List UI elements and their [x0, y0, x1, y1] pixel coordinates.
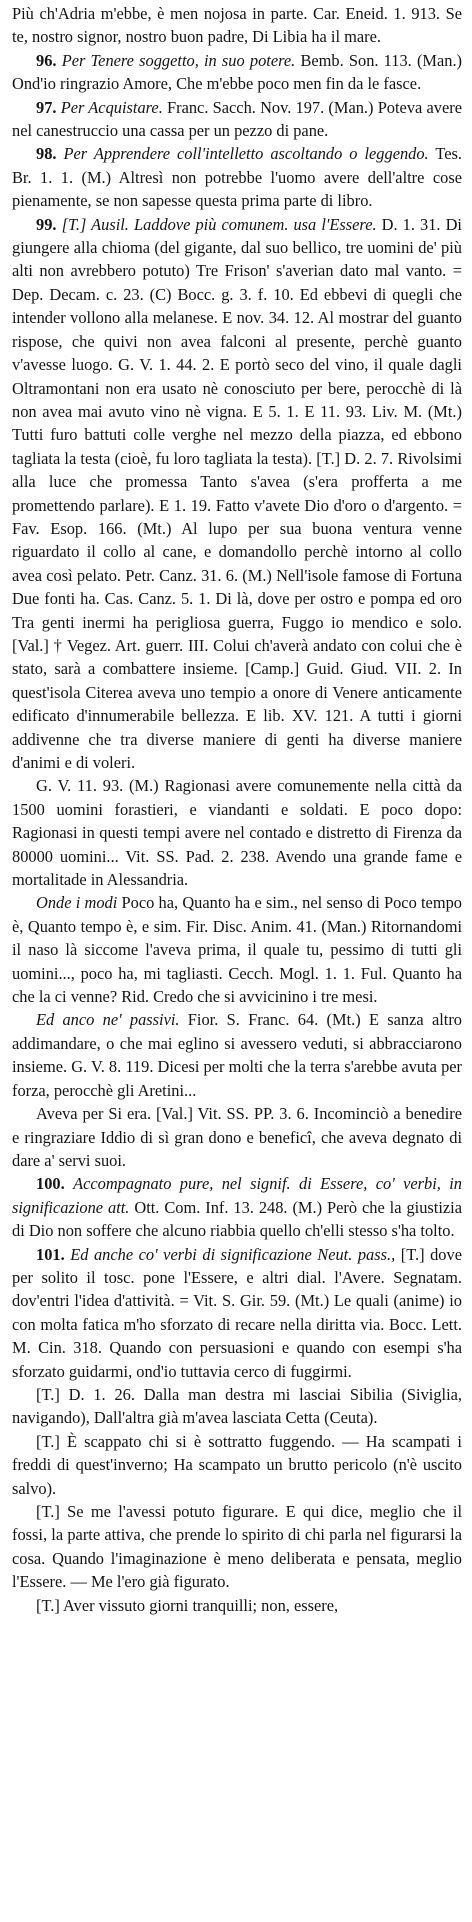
entry-number: 96. [36, 50, 57, 70]
entry-paragraph-97 [12, 96, 462, 143]
entry-paragraph-96 [12, 49, 462, 96]
entry-paragraph-sibilia [12, 1383, 462, 1430]
entry-definition: Onde i modi [36, 893, 118, 913]
entry-text: Aveva per Si era. [Val.] Vit. SS. PP. 3. 6. Incominciò a benedire e ringraziare Iddio di sì gran dono e beneficî, che aveva degnato di dare a' servi suoi. [12, 1104, 462, 1170]
entry-text: [T.] Aver vissuto giorni tranquilli; non, essere, [36, 1595, 339, 1615]
entry-paragraph-figurare [12, 1500, 462, 1594]
entry-paragraph-gv [12, 774, 462, 891]
entry-number: 97. [36, 97, 57, 117]
entry-definition: Per Apprendere coll'intelletto ascoltando o leggendo. [63, 144, 429, 164]
entry-text: [T.] D. 1. 26. Dalla man destra mi lasciai Sibilia (Siviglia, navigando), Dall'altra già m'avea lasciata Cetta (Ceuta). [12, 1384, 462, 1428]
entry-text: Fior. S. Franc. 64. (Mt.) E sanza altro addimandare, o che mai eglino si avessero veduti, si abbracciarono insieme. G. V. 8. 119. Dicesi per molti che la terra s'arebbe avuta per forza, perocchè gli Aretini... [12, 1010, 462, 1100]
entry-text: [T.] dove per solito il tosc. pone l'Essere, e altri dial. l'Avere. Segnatam. dov'entri l'idea d'attività. = Vit. S. Gir. 59. (Mt.) Le quali (anime) io con molta fatica m'ho sforzato di recare nella diritta via. Bocc. Lett. M. Cin. 318. Quando con persuasioni e quando con esempi s'ha sforzato guidarmi, ond'io tuttavia cerco di fuggirmi. [12, 1244, 462, 1381]
entry-definition: Ed anco ne' passivi. [36, 1010, 180, 1030]
entry-text: [T.] È scappato chi si è sottratto fuggendo. — Ha scampati i freddi di quest'inverno; Ha scampato un brutto pericolo (n'è uscito salvo). [12, 1431, 462, 1498]
entry-text: G. V. 11. 93. (M.) Ragionasi avere comunemente nella città da 1500 uomini forastieri, e viandanti e soldati. E poco dopo: Ragionasi in questi tempi avere nel contado e distretto di Firenza da 80000 uomini... Vit. SS. Pad. 2. 238. Avendo una grande fame e mortalitade in Alessandria. [12, 776, 462, 890]
entry-paragraph-101 [12, 1243, 462, 1383]
entry-number: 98. [36, 144, 57, 164]
entry-text: Tes. Br. 1. 1. (M.) Altresì non potrebbe l'uomo avere dell'altre cose pienamente, se non sapesse questa prima parte di libro. [12, 144, 462, 211]
entry-paragraph-100 [12, 1172, 462, 1242]
entry-definition: [T.] Ausil. Laddove più comunem. usa l'Essere. [61, 214, 377, 234]
entry-text: Franc. Sacch. Nov. 197. (Man.) Poteva avere nel canestruccio una cassa per un pezzo di pane. [12, 97, 462, 141]
entry-paragraph-99 [12, 213, 462, 775]
entry-number: 101. [36, 1244, 65, 1264]
entry-text: Ott. Com. Inf. 13. 248. (M.) Però che la giustizia di Dio non soffere che alcuno riabbia quello ch'elli stesso s'ha tolto. [12, 1197, 462, 1241]
entry-definition: Per Acquistare. [60, 97, 163, 117]
entry-text: Poco ha, Quanto ha e sim., nel senso di Poco tempo è, Quanto tempo è, e sim. Fir. Disc. Anim. 41. (Man.) Ritornandomi il naso là siccome l'aveva prima, il quale tu, pessimo di tutti gli uomini..., poco ha, mi tagliasti. Cecch. Mogl. 1. 1. Ful. Quanto ha che la ci venne? Rid. Credo che si avvicinino i tre mesi. [12, 893, 462, 1007]
entry-definition: Per Tenere soggetto, in suo potere. [61, 50, 296, 70]
entry-text: D. 1. 31. Di giungere alla chioma (del gigante, dal suo bellico, tre uomini de' più alti non avrebbero potuto) Tre Frison' s'averian dato mal vanto. = Dep. Decam. c. 23. (C) Bocc. g. 3. f. 10. Ed ebbevi di quegli che intender vollono alla melanese. E nov. 34. 12. Al mostrar del guanto rispose, che quivi non avea falconi al presente, perchè guanto v'avesse luogo. G. V. 1. 44. 2. E portò seco del vino, il quale dagli Oltramontani non era usato nè conosciuto per bere, perocchè di là non avea mai avuto vino nè vigna. E 5. 1. E 11. 93. Liv. M. (Mt.) Tutti furo battuti colle verghe nel mezzo della piazza, ed ebbono tagliata la testa (cioè, fu loro tagliata la testa). [T.] D. 2. 7. Rivolsimi alla luce che promessa Tanto s'avea (s'era profferta a me promettendo parlare). E 1. 19. Fatto v'avete Dio d'oro o d'argento. = Fav. Esop. 166. (Mt.) Al lupo per sua buona ventura venne riguardato il collo al cane, e domandollo perchè intorno al collo avea così pelato. Petr. Canz. 31. 6. (M.) Nell'isole famose di Fortuna Due fonti ha. Cas. Canz. 5. 1. Di là, dove per ostro e pompa ed oro Tra genti inermi ha perigliosa guerra, Fuggo io mendico e solo. [Val.] † Vegez. Art. guerr. III. Colui ch'averà andato con colui che è stato, sarà a combattere insieme. [Camp.] Guid. Giud. VII. 2. In quest'isola Citerea aveva uno tempio a onore di Venere anticamente edificato d'innumerabile bellezza. E lib. XV. 121. A tutti i giorni addivenne che tra diverse maniere di genti ha diverse maniere d'animi e di voleri. [12, 214, 462, 772]
entry-paragraph-vissuto [12, 1594, 462, 1617]
entry-text: Più ch'Adria m'ebbe, è men nojosa in parte. Car. Eneid. 1. 913. Se te, nostro signor, nostro buon padre, Di Libia ha il mare. [12, 4, 462, 47]
entry-text: Bemb. Son. 113. (Man.) Ond'io ringrazio Amore, Che m'ebbe poco men fin da le fasce. [12, 50, 463, 94]
entry-text: [T.] Se me l'avessi potuto figurare. E qui dice, meglio che il fossi, la parte attiva, che prende lo spirito di chi parla nel figurarsi la cosa. Quando l'imaginazione è meno deliberata e pensata, meglio l'Essere. — Me l'ero già figurato. [12, 1502, 462, 1592]
entry-paragraph-aveva [12, 1102, 462, 1172]
entry-paragraph-onde [12, 891, 462, 1008]
entry-number: 99. [36, 214, 57, 234]
entry-paragraph-passivi [12, 1008, 462, 1102]
entry-number: 100. [36, 1174, 65, 1194]
entry-definition: Ed anche co' verbi di significazione Neut. pass., [70, 1244, 396, 1264]
entry-paragraph-scappato [12, 1430, 462, 1500]
entry-paragraph-continuation [12, 2, 462, 49]
entry-definition: Accompagnato pure, nel signif. di Essere, co' verbi, in significazione att. [12, 1174, 462, 1217]
entry-paragraph-98 [12, 142, 462, 212]
